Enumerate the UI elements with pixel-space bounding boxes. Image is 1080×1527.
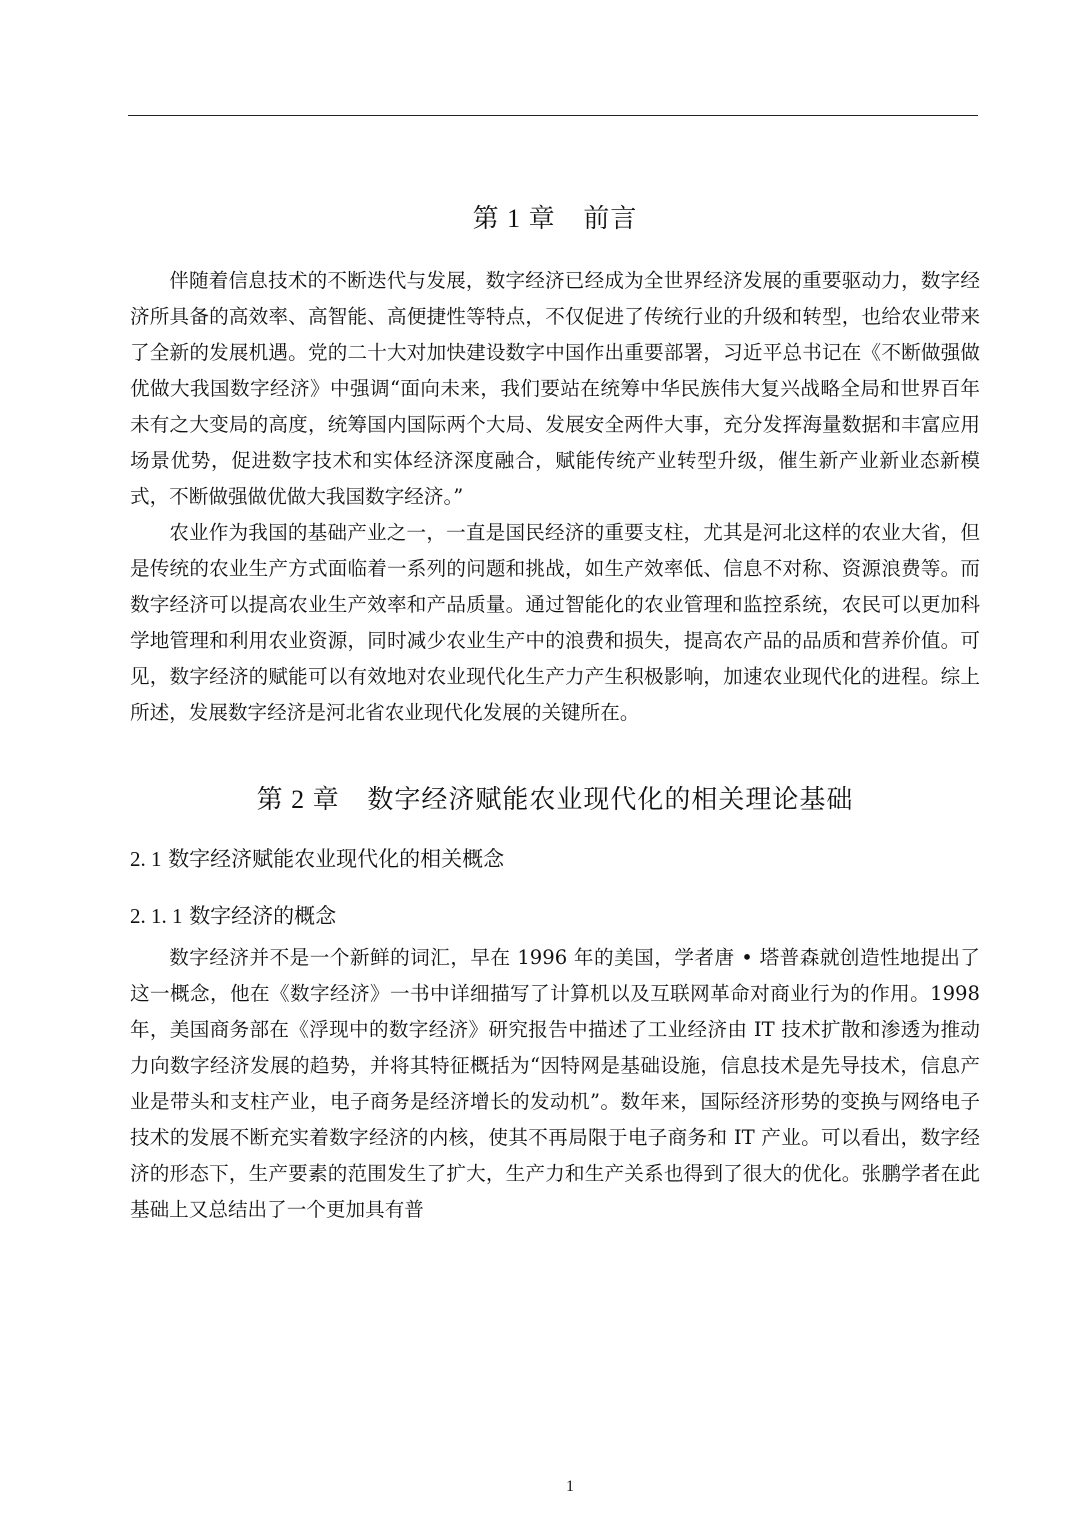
chapter-2-number: 第 2 章 [256,785,340,814]
chapter-1-paragraph-2: 农业作为我国的基础产业之一，一直是国民经济的重要支柱，尤其是河北这样的农业大省，但是传统的农业生产方式面临着一系列的问题和挑战，如生产效率低、信息不对称、资源浪费等。而数字经济可以提高农业生产效率和产品质量。通过智能化的农业管理和监控系统，农民可以更加科学地管理和利用农业资源，同时减少农业生产中的浪费和损失，提高农产品的品质和营养价值。可见，数字经济的赋能可以有效地对农业现代化生产力产生积极影响，加速农业现代化的进程。综上所述，发展数字经济是河北省农业现代化发展的关键所在。 [130,521,980,724]
chapter-2-heading [130,777,980,823]
section-2-1-heading [130,841,980,877]
page-number: 1 [566,1478,574,1495]
header-rule [128,115,978,116]
chapter-1-title: 前言 [583,204,638,234]
chapter-1-heading [130,196,980,242]
page-content [130,196,980,1228]
section-2-1-1-title: 数字经济的概念 [189,904,337,928]
chapter-1-number: 第 1 章 [472,204,556,233]
section-2-1-title: 数字经济赋能农业现代化的相关概念 [168,847,505,871]
section-2-1-number: 2. 1 [130,847,162,871]
chapter-1-paragraph-1: 伴随着信息技术的不断迭代与发展，数字经济已经成为全世界经济发展的重要驱动力，数字经济所具备的高效率、高智能、高便捷性等特点，不仅促进了传统行业的升级和转型，也给农业带来了全新的发展机遇。党的二十大对加快建设数字中国作出重要部署，习近平总书记在《不断做强做优做大我国数字经济》中强调“面向未来，我们要站在统筹中华民族伟大复兴战略全局和世界百年未有之大变局的高度，统筹国内国际两个大局、发展安全两件大事，充分发挥海量数据和丰富应用场景优势，促进数字技术和实体经济深度融合，赋能传统产业转型升级，催生新产业新业态新模式，不断做强做优做大我国数字经济。” [130,269,980,508]
section-2-1-1-heading [130,898,980,934]
section-2-1-1-paragraph-1: 数字经济并不是一个新鲜的词汇，早在 1996 年的美国，学者唐 • 塔普森就创造性地提出了这一概念，他在《数字经济》一书中详细描写了计算机以及互联网革命对商业行为的作用。1998 年，美国商务部在《浮现中的数字经济》研究报告中描述了工业经济由 IT 技术扩散和渗透为推动力向数字经济发展的趋势，并将其特征概括为“因特网是基础设施，信息技术是先导技术，信息产业是带头和支柱产业，电子商务是经济增长的发动机”。数年来，国际经济形势的变换与网络电子技术的发展不断充实着数字经济的内核，使其不再局限于电子商务和 IT 产业。可以看出，数字经济的形态下，生产要素的范围发生了扩大，生产力和生产关系也得到了很大的优化。张鹏学者在此基础上又总结出了一个更加具有普 [130,946,980,1221]
section-2-1-1-number: 2. 1. 1 [130,904,183,928]
chapter-2-title: 数字经济赋能农业现代化的相关理论基础 [367,785,854,815]
